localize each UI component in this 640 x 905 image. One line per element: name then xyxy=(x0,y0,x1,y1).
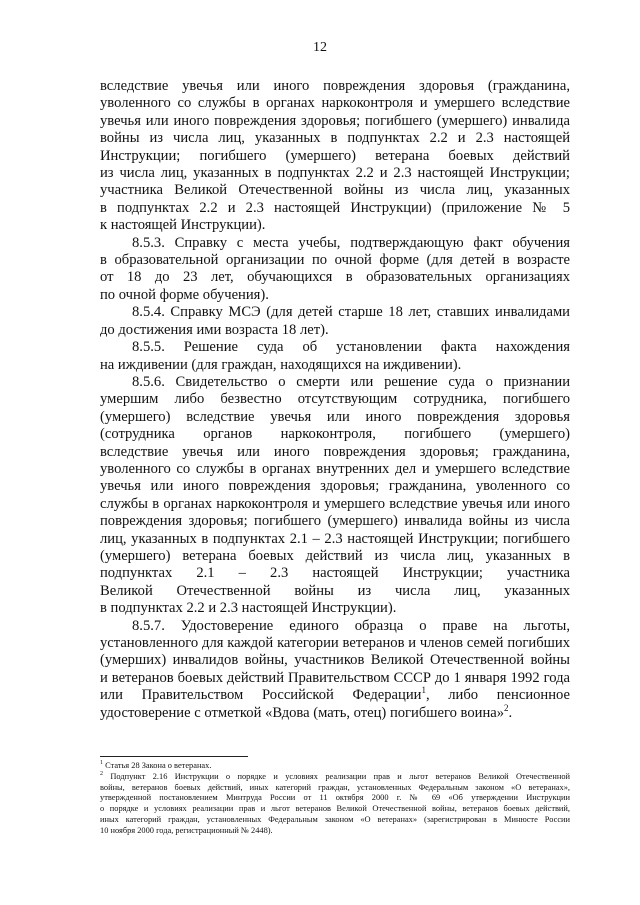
body-line-text: к настоящей Инструкции). xyxy=(100,217,266,234)
body-text xyxy=(100,78,570,722)
body-line xyxy=(100,391,570,408)
body-line-text: (умерших) инвалидов войны, участников Великой Отечественной войны xyxy=(100,652,570,669)
footnote-line xyxy=(100,783,570,794)
footnote-number: 1 xyxy=(100,760,103,767)
body-line xyxy=(100,374,570,391)
body-line xyxy=(100,252,570,269)
body-line xyxy=(100,444,570,461)
body-line xyxy=(100,130,570,147)
body-line xyxy=(100,583,570,600)
footnote-line xyxy=(100,826,570,837)
body-line xyxy=(100,513,570,530)
footnote-divider xyxy=(100,756,248,757)
footnote-text: о порядке и условиях реализации прав и льгот ветеранов Великой Отечественной войны, ветеранов боевых действий, xyxy=(100,804,570,814)
body-line xyxy=(100,687,570,704)
footnote-ref: 2 xyxy=(504,702,509,713)
body-line xyxy=(100,618,570,635)
body-line-text: уволенного со службы в органах внутренних дел и умершего вследствие xyxy=(100,460,570,477)
body-line xyxy=(100,217,570,234)
body-line-text: до достижения ими возраста 18 лет). xyxy=(100,321,329,338)
body-line-text: в образовательной организации по очной форме (для детей в возрасте xyxy=(100,252,570,269)
body-line-text: вследствие увечья или иного повреждения здоровья; гражданина, xyxy=(100,443,570,460)
body-line xyxy=(100,496,570,513)
body-line-text: и ветеранов боевых действий Правительством СССР до 1 января 1992 года xyxy=(100,669,570,686)
body-line-text: повреждения здоровья; погибшего (умершего) инвалида войны из числа xyxy=(100,513,570,530)
body-line-text: из числа лиц, указанных в подпунктах 2.2 и 2.3 настоящей Инструкции; xyxy=(100,165,570,182)
body-line-text: 8.5.4. Справку МСЭ (для детей старше 18 лет, ставших инвалидами xyxy=(132,304,570,321)
body-line xyxy=(100,165,570,182)
body-line-text: установленного для каждой категории ветеранов и членов семей погибших xyxy=(100,635,570,651)
footnote-line xyxy=(100,761,570,772)
body-line xyxy=(100,357,570,374)
body-line xyxy=(100,426,570,443)
footnotes xyxy=(100,761,570,837)
page-number: 12 xyxy=(313,40,327,55)
footnote-text: иных категорий граждан, установленных Федеральным законом «О ветеранах» (зарегистрирован в Минюсте России xyxy=(100,814,570,824)
body-line xyxy=(100,322,570,339)
body-line-text: в подпунктах 2.2 и 2.3 настоящей Инструкции). xyxy=(100,600,397,617)
body-line-text: 8.5.5. Решение суда об установлении факта нахождения xyxy=(132,339,570,356)
body-line-text: службы в органах наркоконтроля и умершего вследствие увечья или иного xyxy=(100,495,570,512)
body-line xyxy=(100,670,570,687)
body-line-text: на иждивении (для граждан, находящихся на иждивении). xyxy=(100,356,462,373)
body-line-text: Великой Отечественной войны из числа лиц, указанных xyxy=(100,582,570,599)
body-line xyxy=(100,304,570,321)
footnote-text: Статья 28 Закона о ветеранах. xyxy=(103,761,212,770)
body-line xyxy=(100,702,570,722)
body-line-text: увечья или иного повреждения здоровья; погибшего (умершего) инвалида xyxy=(100,112,570,129)
body-line xyxy=(100,269,570,286)
body-line xyxy=(100,148,570,165)
body-line-text: умершим либо безвестно отсутствующим сотрудника, погибшего xyxy=(100,391,570,408)
body-line-text: от 18 до 23 лет, обучающихся в образовательных организациях xyxy=(100,269,570,286)
body-line xyxy=(100,548,570,565)
body-line-text: 8.5.7. Удостоверение единого образца о праве на льготы, xyxy=(132,617,570,634)
body-line xyxy=(100,635,570,652)
body-line xyxy=(100,182,570,199)
body-line xyxy=(100,113,570,130)
footnote-text: войны, ветеранов боевых действий, иных категорий граждан, установленных Федеральным законом «О ветеранах», xyxy=(100,782,570,792)
body-line xyxy=(100,409,570,426)
body-line xyxy=(100,531,570,548)
body-line xyxy=(100,78,570,95)
footnote-text: Подпункт 2.16 Инструкции о порядке и условиях реализации прав и льгот ветеранов Великой Отечественной xyxy=(103,771,570,781)
body-line-text: войны из числа лиц, указанных в подпунктах 2.2 и 2.3 настоящей xyxy=(100,130,570,147)
body-line xyxy=(100,478,570,495)
body-line-tail: , либо пенсионное xyxy=(425,687,570,704)
body-line xyxy=(100,652,570,669)
body-line-text: вследствие увечья или иного повреждения здоровья (гражданина, xyxy=(100,78,570,94)
body-line-text: 8.5.6. Свидетельство о смерти или решение суда о признании xyxy=(132,373,570,390)
body-line-text: участника Великой Отечественной войны из числа лиц, указанных xyxy=(100,182,570,199)
footnote-number: 2 xyxy=(100,771,103,777)
body-line-text: в подпунктах 2.2 и 2.3 настоящей Инструкции) (приложение № 5 xyxy=(100,199,570,216)
body-line-text: 8.5.3. Справку с места учебы, подтверждающую факт обучения xyxy=(132,234,570,251)
body-line-text: (сотрудника органов наркоконтроля, погибшего (умершего) xyxy=(100,426,570,443)
body-line-text: подпунктах 2.1 – 2.3 настоящей Инструкции; участника xyxy=(100,565,570,582)
body-line-text: по очной форме обучения). xyxy=(100,286,269,303)
body-line-text: уволенного со службы в органах наркоконтроля и умершего вследствие xyxy=(100,95,570,112)
footnote-line xyxy=(100,815,570,826)
body-line-text: увечья или иного повреждения здоровья; гражданина, уволенного со xyxy=(100,478,570,495)
footnote-ref: 1 xyxy=(421,685,426,696)
footnote-line xyxy=(100,793,570,804)
body-line-text: лиц, указанных в подпунктах 2.1 – 2.3 настоящей Инструкции; погибшего xyxy=(100,530,570,547)
footnote-line xyxy=(100,772,570,783)
body-line xyxy=(100,95,570,112)
body-line-text: (умершего) ветерана боевых действий из числа лиц, указанных в xyxy=(100,547,570,564)
body-line-text: или Правительством Российской Федерации xyxy=(100,687,422,704)
footnote-line xyxy=(100,804,570,815)
body-line xyxy=(100,461,570,478)
body-line xyxy=(100,200,570,217)
footnote-text: 10 ноября 2000 года, регистрационный № 2448). xyxy=(100,825,273,835)
footnote-text: утвержденной постановлением Минтруда России от 11 октября 2000 г. № 69 «Об утверждении Инструкции xyxy=(100,793,570,803)
body-line-text: (умершего) вследствие увечья или иного повреждения здоровья xyxy=(100,408,570,425)
body-line xyxy=(100,600,570,617)
body-line-text: удостоверение с отметкой «Вдова (мать, отец) погибшего воина» xyxy=(100,704,505,721)
body-line xyxy=(100,565,570,582)
body-line-tail: . xyxy=(508,704,513,721)
body-line xyxy=(100,235,570,252)
body-line xyxy=(100,287,570,304)
body-line-text: Инструкции; погибшего (умершего) ветерана боевых действий xyxy=(100,147,570,164)
body-line xyxy=(100,339,570,356)
